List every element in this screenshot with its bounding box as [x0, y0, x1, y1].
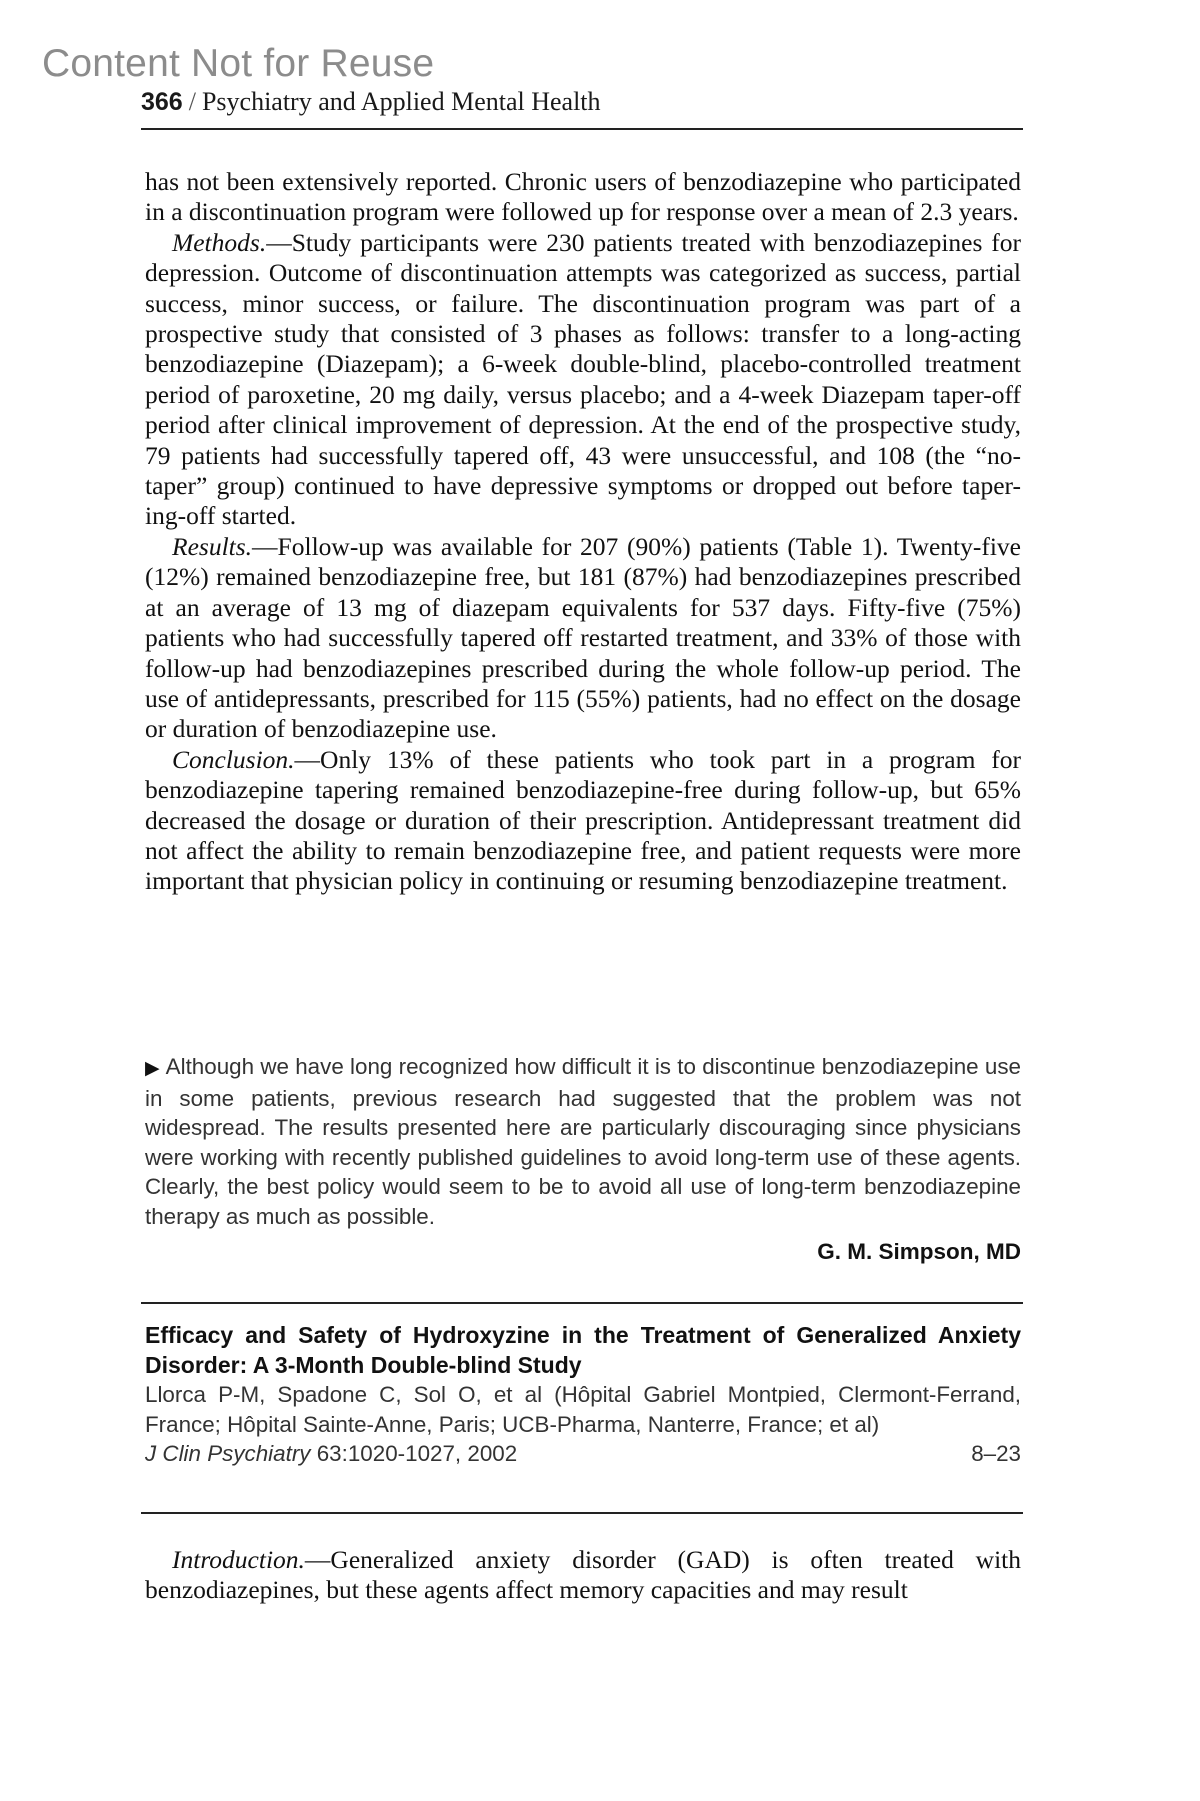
article1-conclusion	[145, 745, 1021, 897]
running-head	[141, 87, 1023, 117]
article1-intro: has not been extensively reported. Chronic users of benzodiazepine who participated in a discontinuation program were followed up for response over a mean of 2.3 years.	[145, 167, 1021, 227]
methods-text: —Study participants were 230 patients treated with benzodiazepines for depression. Outcome of discontinuation attempts was categorized as success, partial success, minor success, or failure. The discontinuation program was part of a prospective study that consisted of 3 phases as follows: transfer to a long-acting benzodiazepine (Diazepam); a 6-week double-blind, placebo-controlled treatment period of paroxetine, 20 mg daily, versus placebo; and a 4-week Diazepam taper-off period after clinical improvement of depression. At the end of the prospective study, 79 patients had successfully tapered off, 43 were unsuccessful, and 108 (the “no-taper” group) continued to have depressive symptoms or dropped out before taper-ing-off started.	[145, 227, 1021, 531]
article2-authors: Llorca P-M, Spadone C, Sol O, et al (Hôpital Gabriel Montpied, Clermont-Ferrand, France; Hôpital Sainte-Anne, Paris; UCB-Pharma, Nanterre, France; et al)	[145, 1382, 1021, 1437]
conclusion-text: —Only 13% of these patients who took part in a program for benzodiazepine tapering remained benzodiazepine-free during follow-up, but 65% decreased the dosage or duration of their prescription. Antidepressant treatment did not affect the ability to remain benzodiazepine free, and patient requests were more important that physician policy in continuing or resuming benzodiazepine treatment.	[145, 744, 1021, 896]
running-head-separator: /	[188, 87, 196, 116]
article2-abstract	[145, 1545, 1021, 1606]
article2-header	[145, 1320, 1021, 1469]
results-text: —Follow-up was available for 207 (90%) patients (Table 1). Twenty-five (12%) remained benzodiazepine free, but 181 (87%) had benzodiazepines prescribed at an average of 13 mg of diazepam equivalents for 537 days. Fifty-five (75%) patients who had successfully tapered off restarted treatment, and 33% of those with follow-up had benzodiazepines prescribed during the whole follow-up period. The use of antidepressants, prescribed for 115 (55%) patients, had no effect on the dosage or duration of benzodiazepine use.	[145, 531, 1021, 744]
citation-detail: 63:1020-1027, 2002	[316, 1441, 518, 1466]
methods-label: Methods.	[172, 227, 267, 257]
article1-abstract	[145, 167, 1021, 897]
introduction-text: —Generalized anxiety disorder (GAD) is often treated with benzodiazepines, but these agents affect memory capacities and may result	[145, 1545, 1021, 1605]
watermark: Content Not for Reuse	[42, 42, 435, 85]
results-label: Results.	[172, 531, 253, 561]
running-head-title: Psychiatry and Applied Mental Health	[201, 87, 601, 116]
article2-introduction	[145, 1545, 1021, 1606]
article2-citation	[145, 1439, 517, 1469]
editorial-commentary	[145, 1052, 1021, 1232]
journal-name: J Clin Psychiatry	[145, 1441, 311, 1466]
article1-results	[145, 532, 1021, 745]
page-number: 366	[141, 88, 183, 116]
conclusion-label: Conclusion.	[172, 744, 295, 774]
introduction-label: Introduction.	[172, 1545, 305, 1574]
commentary-text: Although we have long recognized how difficult it is to discontinue benzodiazepine use in some patients, previous research had suggested that the problem was not widespread. The results presented here are particularly discouraging since physicians were working with recently published guidelines to avoid long-term use of these agents. Clearly, the best policy would seem to be to avoid all use of long-term benzodiazepine therapy as much as possible.	[145, 1054, 1021, 1229]
article-top-rule	[141, 1302, 1023, 1304]
triangle-right-icon: ▶	[145, 1058, 160, 1079]
header-rule	[141, 128, 1023, 130]
article1-methods	[145, 228, 1021, 532]
reference-code: 8–23	[971, 1441, 1021, 1466]
commentary-author: G. M. Simpson, MD	[817, 1239, 1021, 1264]
article2-citation-row	[145, 1439, 1021, 1469]
article2-title: Efficacy and Safety of Hydroxyzine in the Treatment of Generalized Anxiety Disorder: A 3-Month Double-blind Study	[145, 1322, 1021, 1378]
article-bottom-rule	[141, 1512, 1023, 1514]
